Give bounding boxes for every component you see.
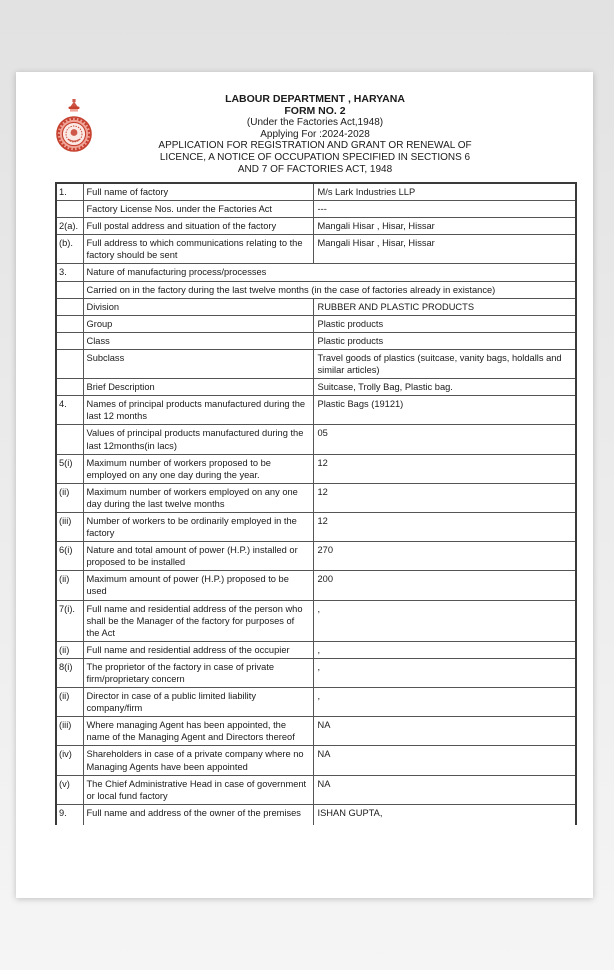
row-value-cell: NA (313, 775, 576, 804)
table-row (56, 379, 576, 396)
form-header (55, 94, 575, 175)
row-label-cell: Subclass (83, 349, 313, 378)
row-label-cell: Director in case of a public limited liability company/firm (83, 688, 313, 717)
table-row (56, 425, 576, 454)
table-row (56, 454, 576, 483)
row-label-cell: Factory License Nos. under the Factories Act (83, 201, 313, 218)
row-label-cell: Values of principal products manufactured during the last 12months(in lacs) (83, 425, 313, 454)
table-row (56, 315, 576, 332)
row-number-cell: 9. (56, 804, 83, 825)
table-row (56, 235, 576, 264)
row-number-cell (56, 349, 83, 378)
row-value-cell: Mangali Hisar , Hisar, Hissar (313, 218, 576, 235)
row-label-cell: Maximum number of workers employed on any one day during the last twelve months (83, 483, 313, 512)
table-row (56, 512, 576, 541)
row-value-cell: , (313, 641, 576, 658)
row-number-cell (56, 332, 83, 349)
row-number-cell: (ii) (56, 688, 83, 717)
row-label-cell: Maximum amount of power (H.P.) proposed to be used (83, 571, 313, 600)
row-label-cell: Full name of factory (83, 183, 313, 201)
row-number-cell: 3. (56, 264, 83, 281)
row-value-cell: --- (313, 201, 576, 218)
row-number-cell: (iii) (56, 512, 83, 541)
row-value-cell: Travel goods of plastics (suitcase, vanity bags, holdalls and similar articles) (313, 349, 576, 378)
row-number-cell: 4. (56, 396, 83, 425)
table-row (56, 600, 576, 641)
row-value-cell: Plastic products (313, 315, 576, 332)
table-row (56, 396, 576, 425)
form-table-body (56, 183, 576, 825)
table-row (56, 201, 576, 218)
table-row (56, 775, 576, 804)
table-row (56, 264, 576, 281)
row-label-cell: Full name and residential address of the occupier (83, 641, 313, 658)
row-number-cell: 5(i) (56, 454, 83, 483)
table-row (56, 349, 576, 378)
row-label-cell: The proprietor of the factory in case of private firm/proprietary concern (83, 658, 313, 687)
row-number-cell: (ii) (56, 641, 83, 658)
row-value-cell: Mangali Hisar , Hisar, Hissar (313, 235, 576, 264)
row-value-cell: Plastic products (313, 332, 576, 349)
row-label-cell: Carried on in the factory during the last twelve months (in the case of factories already in existance) (83, 281, 576, 298)
row-label-cell: Names of principal products manufactured during the last 12 months (83, 396, 313, 425)
row-label-cell: Division (83, 298, 313, 315)
table-row (56, 804, 576, 825)
row-number-cell: 1. (56, 183, 83, 201)
application-title-line1: APPLICATION FOR REGISTRATION AND GRANT OR RENEWAL OF (158, 140, 472, 152)
application-title-line3: AND 7 OF FACTORIES ACT, 1948 (237, 163, 393, 175)
form-table (55, 182, 577, 825)
application-title-line2: LICENCE, A NOTICE OF OCCUPATION SPECIFIED IN SECTIONS 6 (159, 151, 471, 163)
document-page (16, 72, 593, 898)
row-value-cell: 270 (313, 542, 576, 571)
row-number-cell: (b). (56, 235, 83, 264)
row-value-cell: NA (313, 717, 576, 746)
table-row (56, 218, 576, 235)
under-act-line: (Under the Factories Act,1948) (246, 117, 384, 129)
row-label-cell: Nature and total amount of power (H.P.) installed or proposed to be installed (83, 542, 313, 571)
row-number-cell: (iv) (56, 746, 83, 775)
row-value-cell: ISHAN GUPTA, (313, 804, 576, 825)
applying-for-line: Applying For :2024-2028 (260, 128, 370, 140)
row-value-cell: , (313, 600, 576, 641)
row-label-cell: Number of workers to be ordinarily employed in the factory (83, 512, 313, 541)
row-number-cell: (ii) (56, 483, 83, 512)
form-number: FORM NO. 2 (284, 104, 346, 117)
row-number-cell: (iii) (56, 717, 83, 746)
table-row (56, 298, 576, 315)
row-value-cell: Plastic Bags (19121) (313, 396, 576, 425)
row-value-cell: 12 (313, 512, 576, 541)
row-label-cell: Class (83, 332, 313, 349)
table-row (56, 641, 576, 658)
table-row (56, 332, 576, 349)
row-number-cell (56, 315, 83, 332)
row-number-cell (56, 379, 83, 396)
table-row (56, 542, 576, 571)
row-number-cell (56, 425, 83, 454)
row-label-cell: Full name and residential address of the person who shall be the Manager of the factory for purposes of the Act (83, 600, 313, 641)
row-value-cell: NA (313, 746, 576, 775)
row-label-cell: The Chief Administrative Head in case of government or local fund factory (83, 775, 313, 804)
row-label-cell: Nature of manufacturing process/processes (83, 264, 576, 281)
row-number-cell (56, 298, 83, 315)
department-title: LABOUR DEPARTMENT , HARYANA (225, 93, 405, 105)
row-label-cell: Full address to which communications relating to the factory should be sent (83, 235, 313, 264)
row-number-cell: 2(a). (56, 218, 83, 235)
row-number-cell: (ii) (56, 571, 83, 600)
row-number-cell: (v) (56, 775, 83, 804)
row-label-cell: Full name and address of the owner of the premises (83, 804, 313, 825)
row-value-cell: 200 (313, 571, 576, 600)
row-label-cell: Brief Description (83, 379, 313, 396)
row-number-cell: 7(i). (56, 600, 83, 641)
row-value-cell: , (313, 658, 576, 687)
table-row (56, 746, 576, 775)
table-row (56, 658, 576, 687)
table-row (56, 571, 576, 600)
table-row (56, 183, 576, 201)
row-label-cell: Shareholders in case of a private company where no Managing Agents have been appointed (83, 746, 313, 775)
row-value-cell: , (313, 688, 576, 717)
table-row (56, 717, 576, 746)
row-label-cell: Full postal address and situation of the factory (83, 218, 313, 235)
row-number-cell: 6(i) (56, 542, 83, 571)
row-value-cell: RUBBER AND PLASTIC PRODUCTS (313, 298, 576, 315)
row-value-cell: 12 (313, 483, 576, 512)
row-number-cell (56, 201, 83, 218)
row-number-cell: 8(i) (56, 658, 83, 687)
table-row (56, 483, 576, 512)
row-value-cell: 05 (313, 425, 576, 454)
row-number-cell (56, 281, 83, 298)
row-value-cell: M/s Lark Industries LLP (313, 183, 576, 201)
row-label-cell: Maximum number of workers proposed to be employed on any one day during the year. (83, 454, 313, 483)
table-row (56, 688, 576, 717)
table-row (56, 281, 576, 298)
row-value-cell: Suitcase, Trolly Bag, Plastic bag. (313, 379, 576, 396)
row-value-cell: 12 (313, 454, 576, 483)
row-label-cell: Group (83, 315, 313, 332)
row-label-cell: Where managing Agent has been appointed, the name of the Managing Agent and Directors thereof (83, 717, 313, 746)
